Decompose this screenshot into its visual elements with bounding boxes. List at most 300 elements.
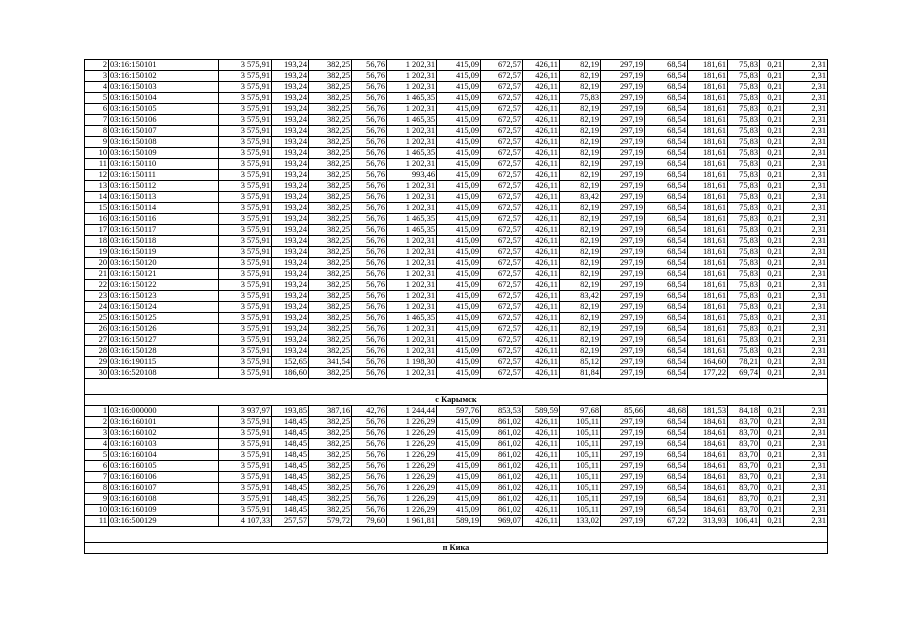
value-cell: 181,61 [688,170,728,181]
value-cell: 382,25 [309,181,352,192]
value-cell: 2,31 [784,439,828,450]
table-row [85,71,828,82]
value-cell: 82,19 [560,269,601,280]
value-cell: 297,19 [601,225,645,236]
value-cell: 2,31 [784,291,828,302]
value-cell: 3 575,91 [219,280,272,291]
cadastral-code-cell: 03:16:150118 [109,236,219,247]
table-row [85,461,828,472]
value-cell: 193,24 [272,258,309,269]
value-cell: 415,09 [437,324,481,335]
value-cell: 184,61 [688,439,728,450]
cadastral-code-cell: 03:16:150128 [109,346,219,357]
value-cell: 415,09 [437,126,481,137]
value-cell: 105,11 [560,428,601,439]
row-number-cell: 4 [85,439,109,450]
value-cell: 672,57 [481,368,523,379]
value-cell: 0,21 [760,214,784,225]
value-cell: 415,09 [437,428,481,439]
value-cell: 56,76 [352,236,387,247]
value-cell: 68,54 [645,483,688,494]
row-number-cell: 14 [85,192,109,203]
value-cell: 56,76 [352,148,387,159]
table-row [85,439,828,450]
cadastral-code-cell: 03:16:150108 [109,137,219,148]
value-cell: 297,19 [601,203,645,214]
value-cell: 0,21 [760,269,784,280]
row-number-cell: 30 [85,368,109,379]
row-number-cell: 24 [85,302,109,313]
value-cell: 1 465,35 [387,313,437,324]
value-cell: 672,57 [481,148,523,159]
value-cell: 1 226,29 [387,428,437,439]
value-cell: 181,61 [688,137,728,148]
value-cell: 861,02 [481,494,523,505]
value-cell: 297,19 [601,324,645,335]
value-cell: 415,09 [437,93,481,104]
value-cell: 672,57 [481,225,523,236]
value-cell: 2,31 [784,428,828,439]
value-cell: 672,57 [481,324,523,335]
row-number-cell: 27 [85,335,109,346]
value-cell: 82,19 [560,137,601,148]
value-cell: 1 226,29 [387,472,437,483]
value-cell: 3 575,91 [219,472,272,483]
row-number-cell: 7 [85,115,109,126]
value-cell: 152,65 [272,357,309,368]
cadastral-code-cell: 03:16:160105 [109,461,219,472]
value-cell: 82,19 [560,236,601,247]
value-cell: 426,11 [523,225,560,236]
table-row [85,357,828,368]
table-row [85,258,828,269]
value-cell: 82,19 [560,313,601,324]
value-cell: 382,25 [309,225,352,236]
value-cell: 75,83 [728,258,760,269]
value-cell: 193,24 [272,247,309,258]
value-cell: 56,76 [352,137,387,148]
row-number-cell: 10 [85,148,109,159]
value-cell: 56,76 [352,428,387,439]
cadastral-code-cell: 03:16:150106 [109,115,219,126]
value-cell: 82,19 [560,148,601,159]
table-row [85,159,828,170]
value-cell: 0,21 [760,505,784,516]
value-cell: 853,53 [481,406,523,417]
value-cell: 415,09 [437,439,481,450]
value-cell: 0,21 [760,148,784,159]
value-cell: 1 226,29 [387,417,437,428]
value-cell: 672,57 [481,126,523,137]
value-cell: 415,09 [437,346,481,357]
value-cell: 2,31 [784,258,828,269]
value-cell: 85,66 [601,406,645,417]
tariff-table [84,59,828,554]
value-cell: 415,09 [437,247,481,258]
value-cell: 68,54 [645,494,688,505]
value-cell: 82,19 [560,225,601,236]
row-number-cell: 23 [85,291,109,302]
value-cell: 68,54 [645,269,688,280]
value-cell: 82,19 [560,126,601,137]
value-cell: 181,61 [688,126,728,137]
value-cell: 56,76 [352,82,387,93]
value-cell: 68,54 [645,236,688,247]
value-cell: 672,57 [481,302,523,313]
value-cell: 148,45 [272,505,309,516]
value-cell: 0,21 [760,291,784,302]
value-cell: 186,60 [272,368,309,379]
value-cell: 148,45 [272,417,309,428]
value-cell: 3 575,91 [219,170,272,181]
value-cell: 83,70 [728,461,760,472]
cadastral-code-cell: 03:16:150105 [109,104,219,115]
value-cell: 3 575,91 [219,439,272,450]
value-cell: 2,31 [784,159,828,170]
value-cell: 672,57 [481,258,523,269]
value-cell: 2,31 [784,346,828,357]
value-cell: 257,57 [272,516,309,527]
value-cell: 426,11 [523,324,560,335]
value-cell: 415,09 [437,192,481,203]
value-cell: 68,54 [645,148,688,159]
value-cell: 82,19 [560,258,601,269]
row-number-cell: 5 [85,450,109,461]
value-cell: 2,31 [784,516,828,527]
value-cell: 2,31 [784,406,828,417]
value-cell: 426,11 [523,461,560,472]
value-cell: 426,11 [523,159,560,170]
value-cell: 2,31 [784,181,828,192]
value-cell: 68,54 [645,104,688,115]
value-cell: 193,24 [272,324,309,335]
value-cell: 2,31 [784,280,828,291]
value-cell: 68,54 [645,461,688,472]
value-cell: 382,25 [309,258,352,269]
value-cell: 415,09 [437,483,481,494]
value-cell: 184,61 [688,472,728,483]
value-cell: 426,11 [523,115,560,126]
section-header-row [85,395,828,406]
value-cell: 85,12 [560,357,601,368]
value-cell: 181,61 [688,313,728,324]
value-cell: 3 575,91 [219,82,272,93]
value-cell: 0,21 [760,126,784,137]
value-cell: 3 575,91 [219,450,272,461]
value-cell: 68,54 [645,313,688,324]
value-cell: 415,09 [437,302,481,313]
value-cell: 181,61 [688,335,728,346]
value-cell: 68,54 [645,60,688,71]
cadastral-code-cell: 03:16:150111 [109,170,219,181]
value-cell: 3 575,91 [219,247,272,258]
value-cell: 82,19 [560,104,601,115]
value-cell: 1 202,31 [387,126,437,137]
value-cell: 0,21 [760,225,784,236]
value-cell: 426,11 [523,258,560,269]
value-cell: 297,19 [601,461,645,472]
value-cell: 181,61 [688,192,728,203]
value-cell: 3 575,91 [219,148,272,159]
value-cell: 672,57 [481,170,523,181]
value-cell: 415,09 [437,472,481,483]
value-cell: 297,19 [601,93,645,104]
row-number-cell: 6 [85,461,109,472]
value-cell: 1 202,31 [387,236,437,247]
value-cell: 426,11 [523,439,560,450]
value-cell: 181,61 [688,280,728,291]
value-cell: 297,19 [601,269,645,280]
value-cell: 415,09 [437,280,481,291]
value-cell: 56,76 [352,115,387,126]
value-cell: 297,19 [601,159,645,170]
value-cell: 426,11 [523,483,560,494]
value-cell: 75,83 [728,137,760,148]
value-cell: 82,19 [560,82,601,93]
value-cell: 75,83 [728,148,760,159]
value-cell: 297,19 [601,291,645,302]
cadastral-code-cell: 03:16:520108 [109,368,219,379]
value-cell: 3 575,91 [219,483,272,494]
value-cell: 415,09 [437,148,481,159]
value-cell: 672,57 [481,214,523,225]
row-number-cell: 1 [85,406,109,417]
value-cell: 672,57 [481,93,523,104]
value-cell: 426,11 [523,494,560,505]
value-cell: 56,76 [352,494,387,505]
row-number-cell: 13 [85,181,109,192]
cadastral-code-cell: 03:16:150103 [109,82,219,93]
value-cell: 83,70 [728,450,760,461]
value-cell: 69,74 [728,368,760,379]
value-cell: 672,57 [481,82,523,93]
value-cell: 68,54 [645,137,688,148]
value-cell: 0,21 [760,60,784,71]
value-cell: 0,21 [760,417,784,428]
value-cell: 2,31 [784,225,828,236]
value-cell: 193,24 [272,203,309,214]
value-cell: 1 465,35 [387,225,437,236]
value-cell: 415,09 [437,203,481,214]
value-cell: 68,54 [645,170,688,181]
table-row [85,406,828,417]
value-cell: 181,61 [688,181,728,192]
value-cell: 2,31 [784,494,828,505]
table-row [85,483,828,494]
value-cell: 861,02 [481,472,523,483]
value-cell: 1 202,31 [387,203,437,214]
value-cell: 193,24 [272,126,309,137]
value-cell: 382,25 [309,280,352,291]
value-cell: 193,24 [272,269,309,280]
table-row [85,346,828,357]
value-cell: 382,25 [309,324,352,335]
value-cell: 672,57 [481,291,523,302]
value-cell: 184,61 [688,450,728,461]
value-cell: 181,61 [688,60,728,71]
value-cell: 672,57 [481,60,523,71]
value-cell: 297,19 [601,236,645,247]
row-number-cell: 7 [85,472,109,483]
value-cell: 75,83 [728,170,760,181]
value-cell: 415,09 [437,170,481,181]
value-cell: 297,19 [601,82,645,93]
value-cell: 48,68 [645,406,688,417]
value-cell: 387,16 [309,406,352,417]
value-cell: 415,09 [437,236,481,247]
value-cell: 297,19 [601,357,645,368]
value-cell: 83,42 [560,192,601,203]
value-cell: 56,76 [352,126,387,137]
value-cell: 75,83 [728,346,760,357]
value-cell: 82,19 [560,159,601,170]
value-cell: 181,61 [688,236,728,247]
table-row [85,214,828,225]
value-cell: 68,54 [645,346,688,357]
value-cell: 2,31 [784,461,828,472]
value-cell: 193,24 [272,93,309,104]
value-cell: 861,02 [481,417,523,428]
value-cell: 426,11 [523,137,560,148]
value-cell: 56,76 [352,335,387,346]
value-cell: 68,54 [645,192,688,203]
value-cell: 426,11 [523,346,560,357]
value-cell: 382,25 [309,170,352,181]
value-cell: 83,70 [728,417,760,428]
value-cell: 3 575,91 [219,302,272,313]
row-number-cell: 29 [85,357,109,368]
value-cell: 193,24 [272,236,309,247]
value-cell: 382,25 [309,494,352,505]
value-cell: 181,61 [688,225,728,236]
value-cell: 193,24 [272,280,309,291]
value-cell: 3 575,91 [219,203,272,214]
value-cell: 148,45 [272,494,309,505]
value-cell: 297,19 [601,368,645,379]
value-cell: 193,24 [272,302,309,313]
value-cell: 1 202,31 [387,324,437,335]
cadastral-code-cell: 03:16:150109 [109,148,219,159]
value-cell: 297,19 [601,335,645,346]
table-row [85,335,828,346]
row-number-cell: 22 [85,280,109,291]
value-cell: 1 202,31 [387,335,437,346]
value-cell: 672,57 [481,269,523,280]
value-cell: 75,83 [728,159,760,170]
value-cell: 56,76 [352,417,387,428]
value-cell: 68,54 [645,71,688,82]
row-number-cell: 16 [85,214,109,225]
value-cell: 3 575,91 [219,159,272,170]
value-cell: 313,93 [688,516,728,527]
value-cell: 83,70 [728,494,760,505]
value-cell: 672,57 [481,346,523,357]
value-cell: 1 202,31 [387,104,437,115]
value-cell: 181,61 [688,302,728,313]
value-cell: 148,45 [272,461,309,472]
table-row [85,505,828,516]
value-cell: 68,54 [645,247,688,258]
row-number-cell: 17 [85,225,109,236]
value-cell: 297,19 [601,60,645,71]
value-cell: 75,83 [728,324,760,335]
value-cell: 0,21 [760,115,784,126]
value-cell: 75,83 [728,93,760,104]
value-cell: 415,09 [437,137,481,148]
value-cell: 68,54 [645,302,688,313]
row-number-cell: 9 [85,494,109,505]
row-number-cell: 20 [85,258,109,269]
value-cell: 297,19 [601,439,645,450]
value-cell: 105,11 [560,417,601,428]
value-cell: 56,76 [352,159,387,170]
section-header-row [85,543,828,554]
value-cell: 83,70 [728,439,760,450]
value-cell: 426,11 [523,214,560,225]
value-cell: 415,09 [437,214,481,225]
section-title: п Кика [85,543,828,554]
value-cell: 1 202,31 [387,82,437,93]
value-cell: 672,57 [481,357,523,368]
value-cell: 672,57 [481,247,523,258]
value-cell: 672,57 [481,203,523,214]
value-cell: 181,61 [688,159,728,170]
value-cell: 193,24 [272,148,309,159]
cadastral-code-cell: 03:16:150107 [109,126,219,137]
value-cell: 1 202,31 [387,71,437,82]
value-cell: 68,54 [645,258,688,269]
value-cell: 297,19 [601,505,645,516]
value-cell: 382,25 [309,461,352,472]
value-cell: 3 575,91 [219,258,272,269]
value-cell: 0,21 [760,406,784,417]
table-row [85,93,828,104]
value-cell: 672,57 [481,115,523,126]
value-cell: 861,02 [481,428,523,439]
value-cell: 672,57 [481,159,523,170]
value-cell: 193,24 [272,291,309,302]
table-row [85,203,828,214]
value-cell: 56,76 [352,170,387,181]
value-cell: 426,11 [523,269,560,280]
value-cell: 2,31 [784,302,828,313]
value-cell: 193,24 [272,159,309,170]
value-cell: 68,54 [645,439,688,450]
value-cell: 297,19 [601,516,645,527]
value-cell: 181,61 [688,148,728,159]
value-cell: 75,83 [728,71,760,82]
cadastral-code-cell: 03:16:150127 [109,335,219,346]
value-cell: 382,25 [309,93,352,104]
value-cell: 56,76 [352,93,387,104]
value-cell: 75,83 [728,313,760,324]
value-cell: 3 575,91 [219,104,272,115]
value-cell: 105,11 [560,439,601,450]
row-number-cell: 8 [85,126,109,137]
cadastral-code-cell: 03:16:150110 [109,159,219,170]
value-cell: 3 575,91 [219,126,272,137]
value-cell: 2,31 [784,137,828,148]
value-cell: 426,11 [523,148,560,159]
value-cell: 297,19 [601,181,645,192]
value-cell: 0,21 [760,192,784,203]
table-row [85,313,828,324]
value-cell: 426,11 [523,428,560,439]
spacer-row [85,379,828,395]
value-cell: 181,53 [688,406,728,417]
value-cell: 181,61 [688,93,728,104]
value-cell: 193,24 [272,82,309,93]
